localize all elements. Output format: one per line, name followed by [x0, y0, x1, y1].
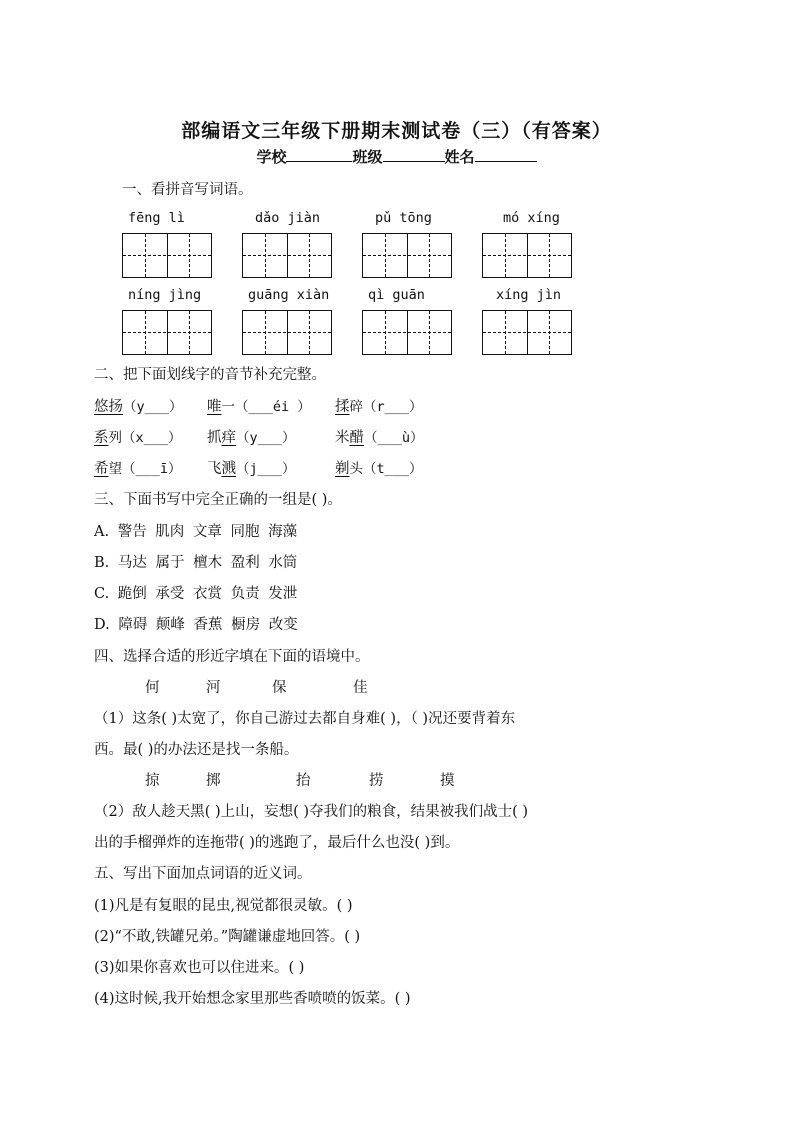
section4-heading: 四、选择合适的形近字填在下面的语境中。	[94, 649, 370, 665]
question-text: (3)如果你喜欢也可以住进来。( )	[94, 960, 305, 976]
writing-grid[interactable]	[242, 310, 332, 355]
pinyin-item: 系列（x___）	[94, 430, 182, 446]
school-label: 学校	[256, 148, 287, 166]
pinyin-item: 米醋（___ù）	[335, 430, 424, 446]
pinyin: guāng xiàn	[248, 287, 330, 303]
class-blank[interactable]	[383, 147, 445, 162]
section1-heading: 一、看拼音写词语。	[122, 182, 253, 198]
writing-grid[interactable]	[122, 310, 212, 355]
pinyin-item: 飞溅（j___）	[207, 461, 296, 477]
section3-heading: 三、下面书写中完全正确的一组是( )。	[94, 492, 342, 508]
candidate-char: 抬	[296, 773, 311, 789]
candidate-char: 佳	[353, 680, 368, 696]
choice-option-c[interactable]: C. 跪倒 承受 衣赏 负责 发泄	[94, 586, 298, 602]
pinyin-item: 悠扬（y___）	[94, 399, 183, 415]
writing-grid[interactable]	[362, 233, 452, 278]
pinyin: níng jìng	[128, 287, 202, 303]
choice-option-d[interactable]: D. 障碍 颠峰 香蕉 橱房 改变	[94, 617, 298, 633]
question-text: （2）敌人趁天黑( )上山，妄想( )夺我们的粮食，结果被我们战士( )	[94, 804, 528, 820]
pinyin: xíng jìn	[496, 287, 562, 303]
question-text: (1)凡是有复眼的昆虫,视觉都很灵敏。( )	[94, 898, 353, 914]
writing-grid[interactable]	[362, 310, 452, 355]
section5-heading: 五、写出下面加点词语的近义词。	[94, 866, 312, 882]
pinyin: qì guān	[368, 287, 425, 303]
pinyin-item: 抓痒（y___）	[207, 430, 296, 446]
candidate-char: 捞	[369, 773, 384, 789]
pinyin: pǔ tōng	[375, 210, 432, 226]
pinyin: fēng lì	[128, 210, 185, 226]
candidate-char: 保	[272, 680, 287, 696]
candidate-char: 摸	[440, 773, 455, 789]
candidate-char: 河	[206, 680, 221, 696]
pinyin-item: 希望（___ī）	[94, 461, 182, 477]
writing-grid[interactable]	[122, 233, 212, 278]
pinyin-item: 揉碎（r___）	[335, 399, 423, 415]
choice-option-a[interactable]: A. 警告 肌肉 文章 同胞 海藻	[94, 524, 298, 540]
pinyin-item: 唯一（___éi ）	[207, 399, 311, 415]
pinyin: mó xíng	[503, 210, 560, 226]
name-blank[interactable]	[475, 147, 537, 162]
class-label: 班级	[352, 148, 383, 166]
choice-option-b[interactable]: B. 马达 属于 檀木 盈利 水筒	[94, 555, 298, 571]
candidate-char: 掷	[206, 773, 221, 789]
question-text: (2)“不敢,铁罐兄弟。”陶罐谦虚地回答。( )	[94, 929, 361, 945]
pinyin-item: 剃头（t___）	[335, 461, 423, 477]
page-title: 部编语文三年级下册期末测试卷（三）（有答案）	[181, 120, 612, 142]
writing-grid[interactable]	[482, 233, 572, 278]
question-text: 西。最( )的办法还是找一条船。	[94, 742, 299, 758]
candidate-char: 掠	[145, 773, 160, 789]
name-label: 姓名	[444, 148, 475, 166]
candidate-char: 何	[145, 680, 160, 696]
pinyin: dǎo jiàn	[255, 210, 321, 226]
writing-grid[interactable]	[482, 310, 572, 355]
section2-heading: 二、把下面划线字的音节补充完整。	[94, 367, 326, 383]
writing-grid[interactable]	[242, 233, 332, 278]
question-text: （1）这条( )太宽了，你自己游过去都自身难( )，（ )况还要背着东	[94, 711, 516, 727]
school-blank[interactable]	[286, 147, 352, 162]
question-text: 出的手榴弹炸的连拖带( )的逃跑了，最后什么也没( )到。	[94, 835, 460, 851]
question-text: (4)这时候,我开始想念家里那些香喷喷的饭菜。( )	[94, 991, 411, 1007]
student-info-line	[0, 146, 793, 167]
